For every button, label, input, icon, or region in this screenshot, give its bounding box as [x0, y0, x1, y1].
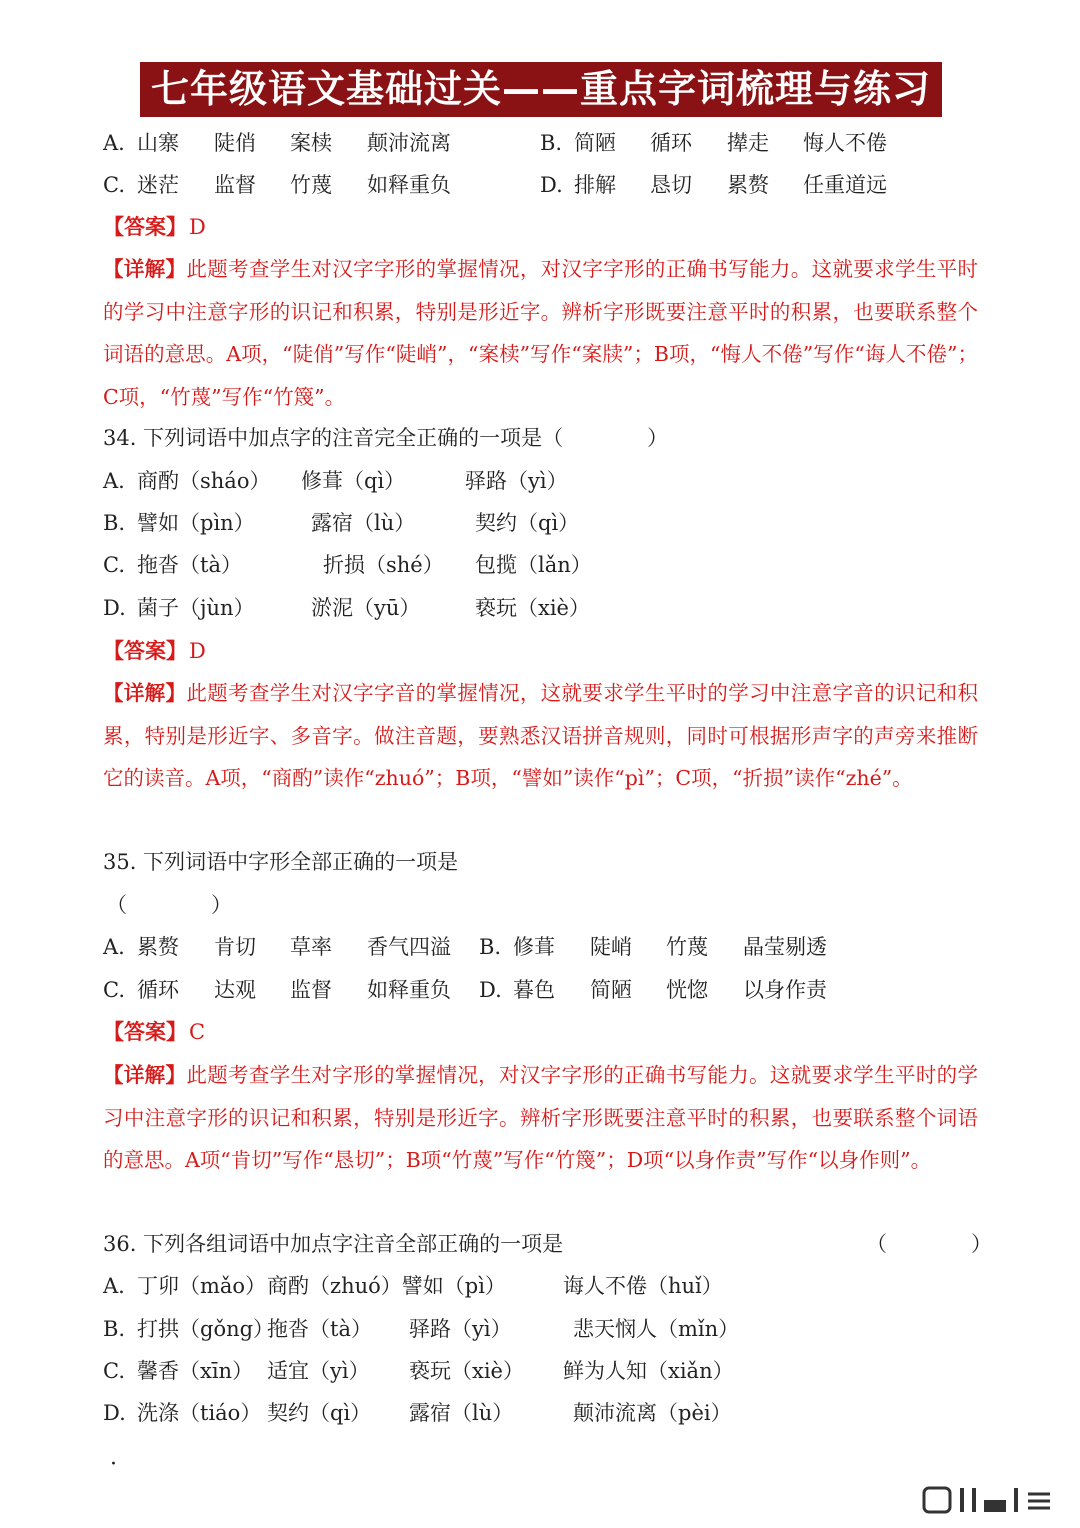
q34-detail — [103, 672, 978, 800]
q35-answer-value: C — [189, 1020, 206, 1044]
q34-option-a-item-1: 商酌（sháo） — [137, 469, 271, 493]
q35-option-d-letter: D. — [479, 978, 502, 1002]
q36-option-d-item-1: 洗涤（tiáo） — [137, 1401, 262, 1425]
q33-option-c-word-2: 监督 — [214, 173, 256, 197]
q36-option-b-item-2: 拖沓（tà） — [267, 1317, 372, 1341]
q34-title: 34. 下列词语中加点字的注音完全正确的一项是（ ） — [103, 426, 669, 450]
q34-option-b-letter: B. — [103, 511, 126, 535]
q36-option-d-item-3: 露宿（lù） — [409, 1401, 514, 1425]
q35-option-b-letter: B. — [479, 935, 502, 959]
q36-option-c-letter: C. — [103, 1359, 125, 1383]
q34-detail-text: 此题考查学生对汉字字音的掌握情况，这就要求学生平时的学习中注意字音的识记和积累，特别是形近字、多音字。做注音题，要熟悉汉语拼音规则，同时可根据形声字的声旁来推断它的读音。A项，“商酌”读作“zhuó”；B项，“譬如”读作“pì”；C项，“折损”读作“zhé”。 — [103, 681, 979, 790]
q36-option-d-item-2: 契约（qì） — [267, 1401, 372, 1425]
q34-option-d-item-3: 亵玩（xiè） — [475, 596, 590, 620]
q33-detail — [103, 248, 978, 418]
q35-option-a-letter: A. — [103, 935, 125, 959]
q35-detail-label: 【详解】 — [103, 1063, 187, 1087]
q34-option-a-item-2: 修葺（qì） — [301, 469, 406, 493]
q33-option-d-word-1: 排解 — [574, 173, 616, 197]
q35-option-d-word-2: 简陋 — [590, 978, 632, 1002]
q36-option-b-item-1: 打拱（gǒng） — [137, 1317, 275, 1341]
q33-option-d-word-2: 恳切 — [650, 173, 692, 197]
q33-option-d-word-4: 任重道远 — [803, 173, 887, 197]
q35-option-c-letter: C. — [103, 978, 125, 1002]
q35-detail-text: 此题考查学生对字形的掌握情况，对汉字字形的正确书写能力。这就要求学生平时的学习中注意字形的识记和积累，特别是形近字。辨析字形既要注意平时的积累，也要联系整个词语的意思。A项“肯切”写作“恳切”；B项“竹蔑”写作“竹篾”；D项“以身作责”写作“以身作则”。 — [103, 1063, 979, 1172]
q35-option-b-word-3: 竹蔑 — [666, 935, 708, 959]
page-title: 七年级语文基础过关——重点字词梳理与练习 — [140, 62, 942, 117]
q36-option-b-letter: B. — [103, 1317, 126, 1341]
q36-option-a-item-1: 丁卯（mǎo） — [137, 1274, 267, 1298]
q36-option-b-item-3: 驿路（yì） — [409, 1317, 512, 1341]
q35-option-a-word-2: 肯切 — [214, 935, 256, 959]
q33-option-a-word-2: 陡俏 — [214, 131, 256, 155]
trailing-mark: · — [110, 1452, 117, 1477]
q33-option-b-word-4: 悔人不倦 — [803, 131, 887, 155]
q36-option-a-letter: A. — [103, 1274, 125, 1298]
q36-option-c-item-4: 鲜为人知（xiǎn） — [563, 1359, 734, 1383]
q34-option-c-item-1: 拖沓（tà） — [137, 553, 242, 577]
q35-option-d-word-1: 暮色 — [513, 978, 555, 1002]
q34-option-d-letter: D. — [103, 596, 126, 620]
q36-option-c-item-1: 馨香（xīn） — [137, 1359, 254, 1383]
q36-option-a-item-2: 商酌（zhuó）譬如（pì） — [267, 1274, 506, 1298]
q35-answer-paren: （ ） — [106, 893, 232, 917]
q33-answer-value: D — [189, 215, 206, 239]
q33-option-c-word-1: 迷茫 — [137, 173, 179, 197]
q33-answer-label: 【答案】 — [103, 214, 187, 239]
watermark-logo-icon — [922, 1484, 1054, 1514]
q35-option-c-word-2: 达观 — [214, 978, 256, 1002]
q35-option-a-word-1: 累赘 — [137, 935, 179, 959]
q34-option-c-letter: C. — [103, 553, 125, 577]
q33-option-c-word-3: 竹蔑 — [290, 173, 332, 197]
q35-option-b-word-2: 陡峭 — [590, 935, 632, 959]
q34-option-c-item-2: 折损（shé） — [323, 553, 444, 577]
q35-option-a-word-4: 香气四溢 — [367, 935, 451, 959]
q34-option-b-item-3: 契约（qì） — [475, 511, 580, 535]
q33-detail-label: 【详解】 — [103, 257, 187, 281]
q36-option-d-letter: D. — [103, 1401, 126, 1425]
q35-option-d-word-4: 以身作责 — [743, 978, 827, 1002]
q36-answer-paren: （ ） — [866, 1232, 992, 1256]
q33-option-b-word-1: 简陋 — [574, 131, 616, 155]
q33-option-c-letter: C. — [103, 173, 125, 197]
q36-option-d-item-4: 颠沛流离（pèi） — [573, 1401, 732, 1425]
q36-option-b-item-4: 悲天悯人（mǐn） — [573, 1317, 740, 1341]
q33-option-a-word-3: 案椟 — [290, 131, 332, 155]
q36-option-c-item-2: 适宜（yì） — [267, 1359, 370, 1383]
q33-option-b-letter: B. — [540, 131, 563, 155]
q34-option-c-item-3: 包揽（lǎn） — [475, 553, 592, 577]
q35-title: 35. 下列词语中字形全部正确的一项是 — [103, 850, 459, 874]
q34-option-a-item-3: 驿路（yì） — [465, 469, 568, 493]
q33-option-d-word-3: 累赘 — [727, 173, 769, 197]
q36-option-a-item-3: 诲人不倦（huǐ） — [563, 1274, 723, 1298]
q35-option-b-word-4: 晶莹剔透 — [743, 935, 827, 959]
q34-option-a-letter: A. — [103, 469, 125, 493]
q34-detail-label: 【详解】 — [103, 681, 187, 705]
q33-option-c-word-4: 如释重负 — [367, 173, 451, 197]
q36-title: 36. 下列各组词语中加点字注音全部正确的一项是 — [103, 1232, 564, 1256]
q34-option-d-item-2: 淤泥（yū） — [311, 596, 421, 620]
q35-option-c-word-1: 循环 — [137, 978, 179, 1002]
q35-answer-label: 【答案】 — [103, 1019, 187, 1044]
q35-detail — [103, 1054, 978, 1182]
q35-option-a-word-3: 草率 — [290, 935, 332, 959]
q33-option-a-word-1: 山寨 — [137, 131, 179, 155]
q33-option-a-letter: A. — [103, 131, 125, 155]
q34-option-b-item-1: 譬如（pìn） — [137, 511, 255, 535]
q33-option-d-letter: D. — [540, 173, 563, 197]
q35-option-c-word-4: 如释重负 — [367, 978, 451, 1002]
q33-option-b-word-3: 撵走 — [727, 131, 769, 155]
q33-option-b-word-2: 循环 — [650, 131, 692, 155]
q34-answer-value: D — [189, 639, 206, 663]
q34-option-b-item-2: 露宿（lù） — [311, 511, 416, 535]
q36-option-c-item-3: 亵玩（xiè） — [409, 1359, 524, 1383]
q33-detail-text: 此题考查学生对汉字字形的掌握情况，对汉字字形的正确书写能力。这就要求学生平时的学习中注意字形的识记和积累，特别是形近字。辨析字形既要注意平时的积累，也要联系整个词语的意思。A项，“陡俏”写作“陡峭”，“案椟”写作“案牍”；B项，“悔人不倦”写作“诲人不倦”；C项，“竹蔑”写作“竹篾”。 — [103, 257, 979, 409]
q34-option-d-item-1: 菌子（jùn） — [137, 596, 255, 620]
q35-option-c-word-3: 监督 — [290, 978, 332, 1002]
q35-option-d-word-3: 恍惚 — [666, 978, 708, 1002]
q33-option-a-word-4: 颠沛流离 — [367, 131, 451, 155]
q34-answer-label: 【答案】 — [103, 638, 187, 663]
q35-option-b-word-1: 修葺 — [513, 935, 555, 959]
